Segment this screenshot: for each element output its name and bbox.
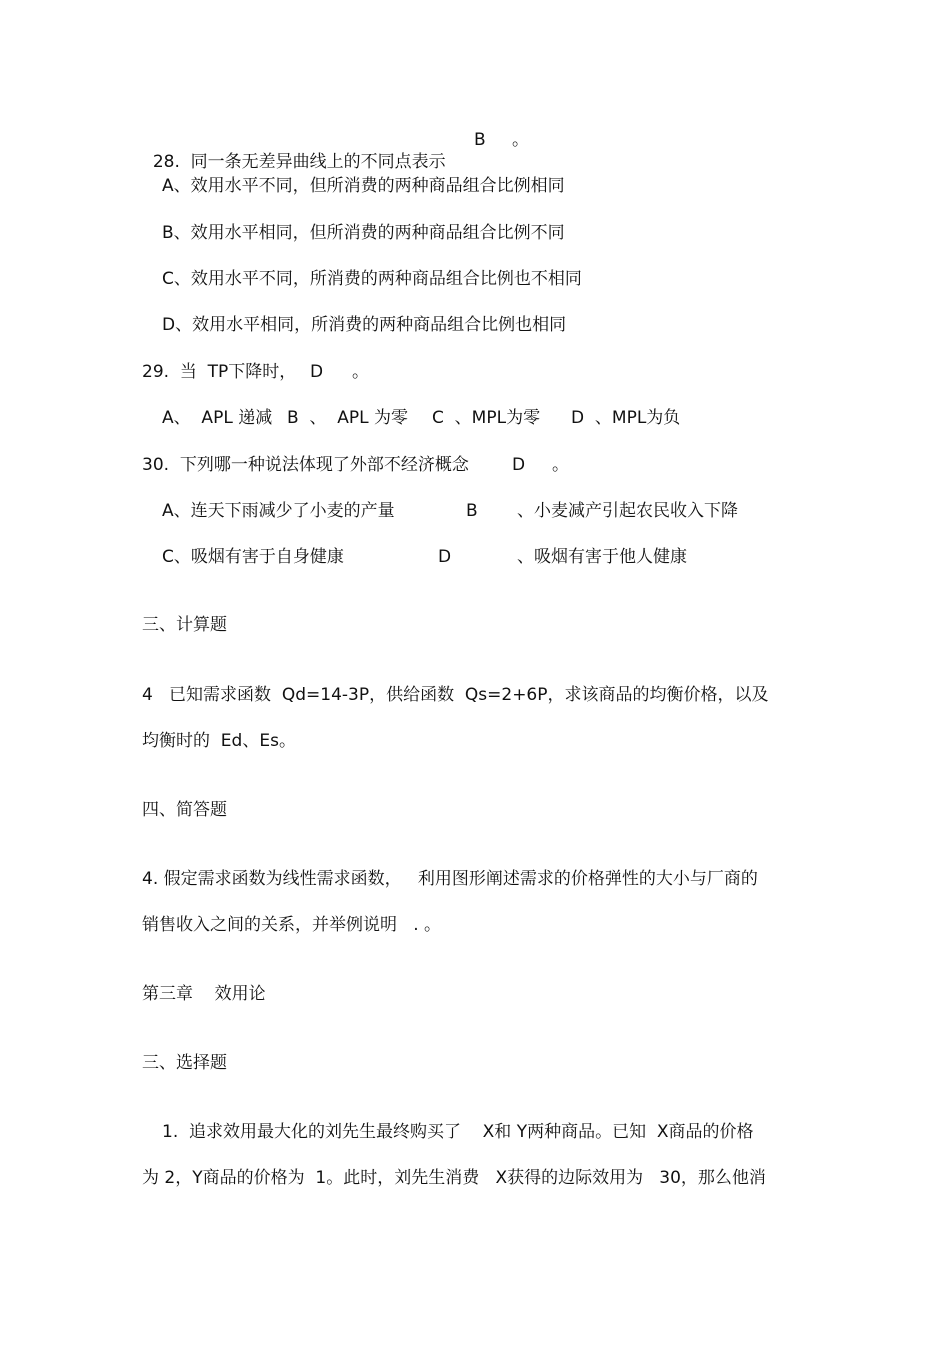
- q28-option-d: D、效用水平相同，所消费的两种商品组合比例也相同: [162, 315, 567, 335]
- q28-stem: [142, 129, 446, 173]
- q30-stem: 30. 下列哪一种说法体现了外部不经济概念: [142, 455, 469, 475]
- q30-option-b-text: 、小麦减产引起农民收入下降: [517, 501, 738, 521]
- q28-option-c: C、效用水平不同，所消费的两种商品组合比例也不相同: [162, 269, 582, 289]
- q29-answer: D: [310, 362, 324, 382]
- calc-question-4-line2: 均衡时的 Ed、Es。: [142, 731, 296, 751]
- section-heading-calc: 三、计算题: [142, 615, 227, 635]
- q28-answer: B: [474, 130, 486, 150]
- q28-option-a: A、效用水平不同，但所消费的两种商品组合比例相同: [162, 176, 565, 196]
- q29-option-c: C 、MPL为零: [432, 408, 541, 428]
- q30-option-a: A、连天下雨减少了小麦的产量: [162, 501, 395, 521]
- q30-option-d-text: 、吸烟有害于他人健康: [517, 547, 687, 567]
- q29-option-d: D 、MPL为负: [571, 408, 681, 428]
- q30-option-d-letter: D: [438, 547, 452, 567]
- short-question-4-line2: 销售收入之间的关系，并举例说明 . 。: [142, 915, 442, 935]
- choice-question-1-line2: 为 2，Y商品的价格为 1。此时，刘先生消费 X获得的边际效用为 30，那么他消: [142, 1168, 766, 1188]
- q28-stem-text: 28. 同一条无差异曲线上的不同点表示: [152, 152, 446, 172]
- q28-option-b: B、效用水平相同，但所消费的两种商品组合比例不同: [162, 223, 565, 243]
- q29-option-b: B 、 APL 为零: [287, 408, 409, 428]
- q29-option-a: A、 APL 递减: [162, 408, 273, 428]
- q28-end: 。: [512, 130, 529, 150]
- q30-end: 。: [552, 455, 569, 475]
- section-heading-short: 四、简答题: [142, 800, 227, 820]
- chapter-heading: 第三章 效用论: [142, 984, 266, 1004]
- section-heading-choice: 三、选择题: [142, 1053, 227, 1073]
- q29-stem: 29. 当 TP下降时，: [142, 362, 297, 382]
- choice-question-1-line1: 1. 追求效用最大化的刘先生最终购买了 X和 Y两种商品。已知 X商品的价格: [162, 1122, 754, 1142]
- calc-question-4-line1: 4 已知需求函数 Qd=14-3P，供给函数 Qs=2+6P，求该商品的均衡价格，以及: [142, 685, 769, 705]
- q30-option-c: C、吸烟有害于自身健康: [162, 547, 344, 567]
- q29-end: 。: [352, 362, 369, 382]
- short-question-4-line1: 4. 假定需求函数为线性需求函数， 利用图形阐述需求的价格弹性的大小与厂商的: [142, 869, 758, 889]
- q30-answer: D: [512, 455, 526, 475]
- q30-option-b-letter: B: [466, 501, 478, 521]
